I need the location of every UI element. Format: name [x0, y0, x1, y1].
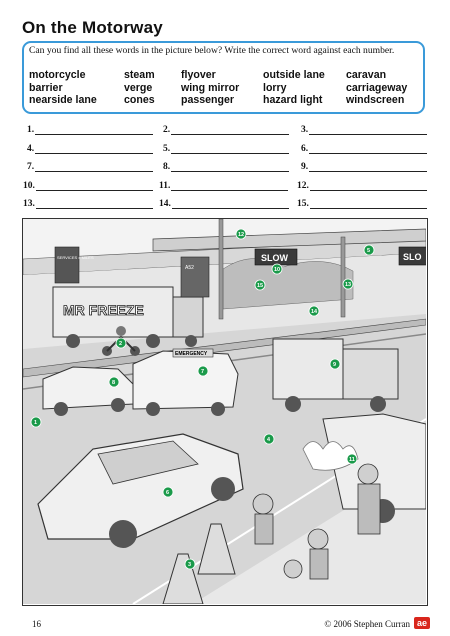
publisher-logo: ae — [414, 617, 430, 629]
page-title: On the Motorway — [22, 18, 163, 37]
answer-line-1[interactable]: 1. — [27, 123, 153, 135]
word: verge — [124, 81, 153, 94]
page-number: 16 — [32, 619, 41, 629]
word: steam — [124, 69, 155, 81]
lorry-sign-text: MR FREEZE — [63, 302, 144, 318]
marker-5 — [364, 245, 374, 255]
word: motorcycle — [29, 69, 86, 81]
svg-text:13: 13 — [345, 282, 352, 288]
word: hazard light — [263, 94, 323, 106]
svg-text:1: 1 — [34, 420, 38, 426]
answer-line-4[interactable]: 4. — [27, 142, 153, 154]
marker-11 — [347, 454, 357, 464]
marker-3 — [185, 559, 195, 569]
svg-text:SLOW: SLOW — [261, 253, 288, 263]
marker-4 — [264, 434, 274, 444]
svg-text:5: 5 — [367, 248, 371, 254]
motorway-illustration — [22, 218, 428, 606]
answer-line-10[interactable]: 10. — [23, 179, 153, 191]
word: outside lane — [263, 69, 325, 81]
svg-text:14: 14 — [311, 309, 318, 315]
word: barrier — [29, 81, 63, 94]
instructions: Can you find all these words in the picture below? Write the correct word against each number. — [29, 45, 395, 56]
word: carriageway — [346, 81, 408, 94]
word: passenger — [181, 94, 234, 106]
svg-text:2: 2 — [119, 341, 123, 347]
marker-1 — [31, 417, 41, 427]
marker-15 — [255, 280, 265, 290]
marker-7 — [198, 366, 208, 376]
copyright: © 2006 Stephen Curran — [324, 619, 410, 629]
slow-sign-2 — [399, 247, 426, 265]
svg-text:A52: A52 — [185, 265, 194, 271]
word: cones — [124, 94, 155, 106]
answer-line-5[interactable]: 5. — [163, 142, 289, 154]
answer-line-8[interactable]: 8. — [163, 160, 289, 172]
answer-line-2[interactable]: 2. — [163, 123, 289, 135]
svg-text:EMERGENCY: EMERGENCY — [175, 351, 208, 357]
marker-12 — [236, 229, 246, 239]
word: windscreen — [346, 94, 405, 106]
svg-text:4: 4 — [267, 437, 271, 443]
answer-line-11[interactable]: 11. — [159, 179, 288, 191]
marker-13 — [343, 279, 353, 289]
answer-line-14[interactable]: 14. — [159, 197, 289, 209]
marker-9 — [330, 359, 340, 369]
answer-line-6[interactable]: 6. — [301, 142, 427, 154]
word: wing mirror — [181, 81, 240, 94]
marker-14 — [309, 306, 319, 316]
answer-line-9[interactable]: 9. — [301, 160, 427, 172]
marker-8 — [109, 377, 119, 387]
svg-text:8: 8 — [112, 380, 116, 386]
word: caravan — [346, 69, 387, 81]
word: flyover — [181, 69, 216, 81]
slow-sign — [255, 249, 297, 265]
word-list — [29, 69, 427, 113]
svg-text:SLO: SLO — [403, 252, 422, 262]
svg-text:10: 10 — [274, 267, 281, 273]
svg-text:11: 11 — [349, 457, 355, 463]
road-sign-a52 — [181, 257, 209, 297]
answer-line-3[interactable]: 3. — [301, 123, 427, 135]
marker-2 — [116, 338, 126, 348]
marker-6 — [163, 487, 173, 497]
svg-text:6: 6 — [166, 490, 170, 496]
svg-text:3: 3 — [188, 562, 192, 568]
svg-text:9: 9 — [333, 362, 337, 368]
emergency-vehicle — [133, 349, 238, 416]
answer-line-15[interactable]: 15. — [297, 197, 427, 209]
svg-text:7: 7 — [201, 369, 205, 375]
svg-text:15: 15 — [257, 283, 264, 289]
marker-10 — [272, 264, 282, 274]
svg-text:12: 12 — [238, 232, 245, 238]
answer-line-13[interactable]: 13. — [23, 197, 153, 209]
answer-line-7[interactable]: 7. — [27, 160, 153, 172]
word-box — [22, 41, 425, 114]
motorway-scene — [23, 219, 426, 604]
svg-text:SERVICES 4 MILES: SERVICES 4 MILES — [57, 255, 94, 260]
word: nearside lane — [29, 94, 97, 106]
answer-line-12[interactable]: 12. — [297, 179, 427, 191]
word: lorry — [263, 81, 287, 94]
